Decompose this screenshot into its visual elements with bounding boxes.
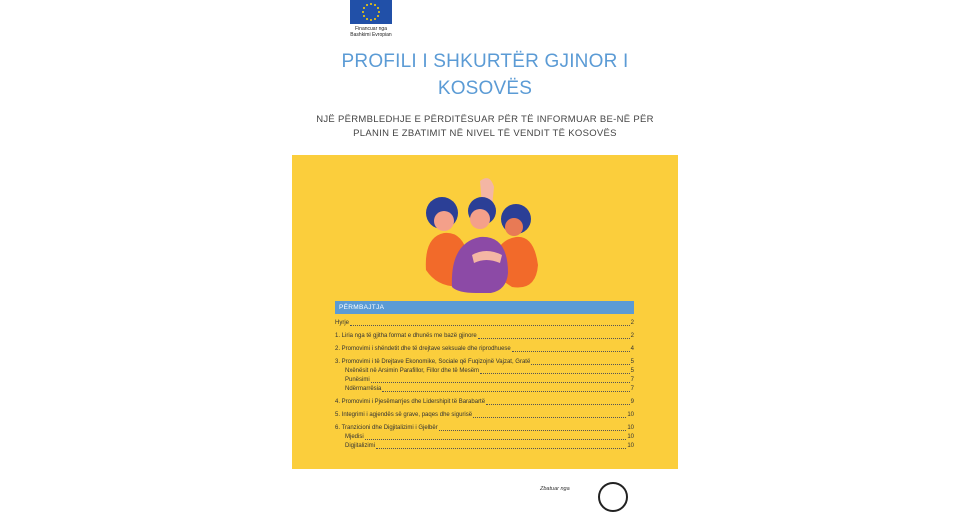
toc-entry[interactable]: 6. Tranzicioni dhe Digjitalizimi i Gjelbër 10 — [335, 425, 634, 431]
eu-logo — [346, 0, 396, 38]
eu-caption-line2: Bashkimi Evropian — [350, 32, 392, 38]
toc-entry[interactable]: 2. Promovimi i shëndetit dhe të drejtave seksuale dhe riprodhuese 4 — [335, 346, 634, 352]
women-group-illustration — [422, 175, 552, 293]
eu-flag-icon — [350, 0, 392, 24]
subtitle-line1: NJË PËRMBLEDHJE E PËRDITËSUAR PËR TË INFORMUAR BE-NË PËR — [316, 114, 654, 125]
toc-subentry[interactable]: Ndërmarrësia 7 — [345, 386, 634, 392]
toc-entry[interactable]: 4. Promovimi i Pjesëmarrjes dhe Lidershipit të Barabartë 9 — [335, 399, 634, 405]
toc-subentry[interactable]: Digjitalizimi 10 — [345, 443, 634, 449]
subtitle-line2: PLANIN E ZBATIMIT NË NIVEL TË VENDIT TË KOSOVËS — [353, 128, 617, 139]
toc-entry[interactable]: Hyrje 2 — [335, 320, 634, 326]
partner-seal-logo — [598, 482, 628, 512]
table-of-contents — [335, 301, 634, 451]
toc-entry[interactable]: 3. Promovimi i të Drejtave Ekonomike, Sociale që Fuqizojnë Vajzat, Gratë 5 — [335, 359, 634, 365]
title-line2: KOSOVËS — [437, 78, 533, 99]
toc-subentry[interactable]: Nxënësit në Arsimin Parafillor, Fillor dhe të Mesëm 5 — [345, 368, 634, 374]
eu-caption-line1: Financuar nga — [355, 26, 387, 32]
toc-entry[interactable]: 1. Liria nga të gjitha format e dhunës me bazë gjinore 2 — [335, 333, 634, 339]
document-title — [0, 48, 970, 102]
toc-header: PËRMBAJTJA — [335, 301, 634, 314]
toc-entry[interactable]: 5. Integrimi i agjendës së grave, paqes dhe sigurisë 10 — [335, 412, 634, 418]
document-subtitle — [0, 113, 970, 141]
footer-implemented-by: Zbatuar nga — [540, 486, 570, 492]
toc-subentry[interactable]: Mjedisi 10 — [345, 434, 634, 440]
toc-subentry[interactable]: Punësimi 7 — [345, 377, 634, 383]
cover-panel — [292, 155, 678, 469]
title-line1: PROFILI I SHKURTËR GJINOR I — [341, 51, 629, 72]
